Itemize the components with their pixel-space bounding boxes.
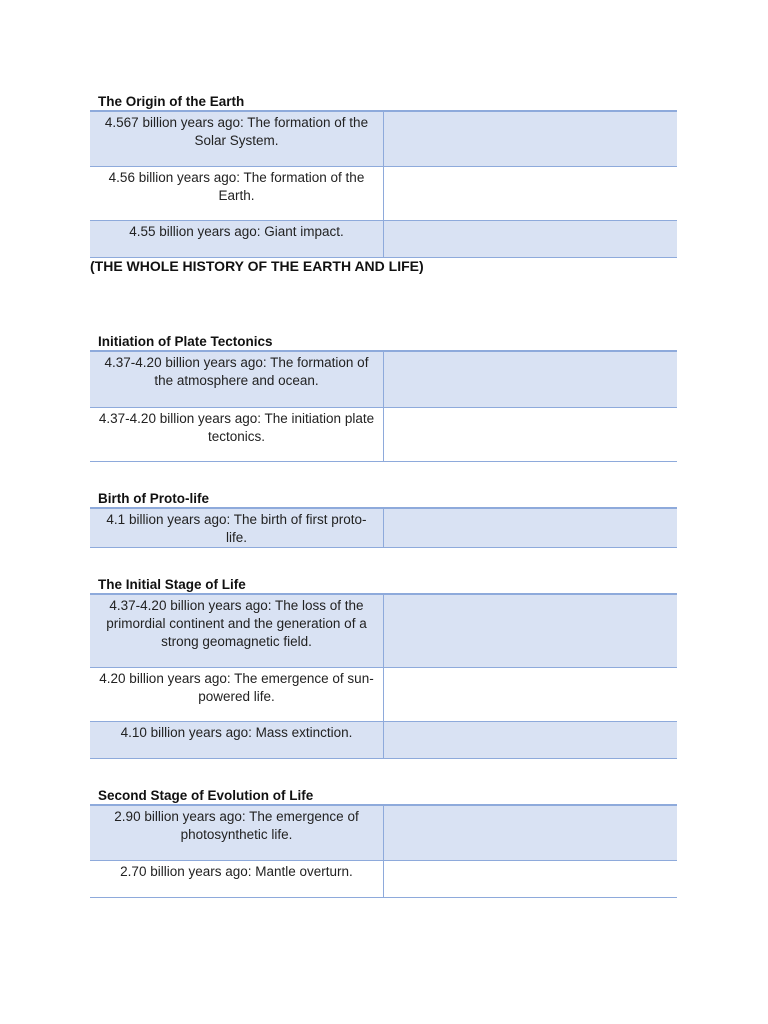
table-row [90, 351, 677, 407]
event-cell: 4.37-4.20 billion years ago: The formation of the atmosphere and ocean. [90, 351, 384, 407]
empty-cell [384, 351, 678, 407]
section-initial-stage-of-life [90, 577, 677, 759]
history-note: (THE WHOLE HISTORY OF THE EARTH AND LIFE) [90, 258, 424, 274]
empty-cell [384, 407, 678, 461]
section-title: The Origin of the Earth [98, 94, 245, 109]
table-row [90, 407, 677, 461]
section-title: Initiation of Plate Tectonics [98, 334, 273, 349]
section-plate-tectonics [90, 334, 677, 462]
empty-cell [384, 166, 678, 220]
section-proto-life [90, 491, 677, 548]
empty-cell [384, 508, 678, 548]
empty-cell [384, 594, 678, 667]
event-cell: 4.10 billion years ago: Mass extinction. [90, 721, 384, 758]
section-title: The Initial Stage of Life [98, 577, 246, 592]
timeline-table [90, 804, 677, 898]
table-row [90, 667, 677, 721]
table-row [90, 860, 677, 897]
empty-cell [384, 721, 678, 758]
event-cell: 2.70 billion years ago: Mantle overturn. [90, 860, 384, 897]
empty-cell [384, 805, 678, 860]
empty-cell [384, 667, 678, 721]
empty-cell [384, 860, 678, 897]
empty-cell [384, 220, 678, 257]
table-row [90, 111, 677, 166]
event-cell: 4.37-4.20 billion years ago: The initiation plate tectonics. [90, 407, 384, 461]
table-row [90, 721, 677, 758]
section-origin-of-earth [90, 94, 677, 258]
event-cell: 2.90 billion years ago: The emergence of photosynthetic life. [90, 805, 384, 860]
timeline-table [90, 507, 677, 548]
event-cell: 4.55 billion years ago: Giant impact. [90, 220, 384, 257]
event-cell: 4.20 billion years ago: The emergence of sun-powered life. [90, 667, 384, 721]
event-cell: 4.56 billion years ago: The formation of the Earth. [90, 166, 384, 220]
timeline-table [90, 110, 677, 258]
section-title: Birth of Proto-life [98, 491, 209, 506]
empty-cell [384, 111, 678, 166]
section-title: Second Stage of Evolution of Life [98, 788, 314, 803]
timeline-table [90, 593, 677, 759]
table-row [90, 805, 677, 860]
event-cell: 4.567 billion years ago: The formation of the Solar System. [90, 111, 384, 166]
section-second-stage-of-evolution [90, 788, 677, 898]
event-cell: 4.1 billion years ago: The birth of first proto-life. [90, 508, 384, 548]
event-cell: 4.37-4.20 billion years ago: The loss of the primordial continent and the generation of a strong geomagnetic field. [90, 594, 384, 667]
timeline-table [90, 350, 677, 462]
table-row [90, 166, 677, 220]
table-row [90, 508, 677, 548]
table-row [90, 220, 677, 257]
table-row [90, 594, 677, 667]
